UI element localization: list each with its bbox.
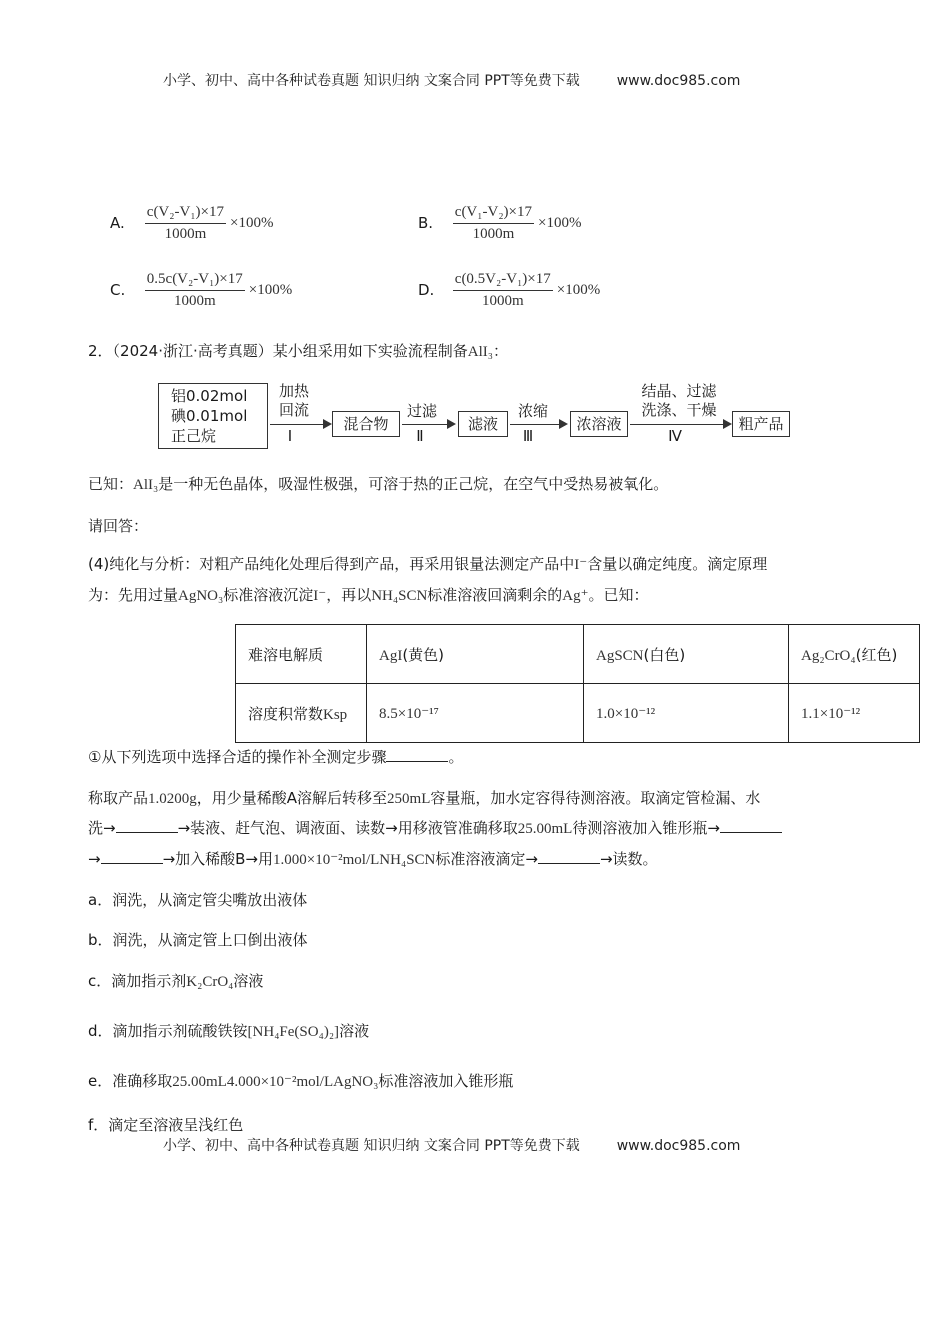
sub-question-1: ①从下列选项中选择合适的操作补全测定步骤 。: [88, 748, 464, 766]
flow-step1-label: 加热 回流: [278, 382, 309, 419]
table-header-cell: Ag₂CrO₄(红色): [789, 625, 920, 684]
footer-url[interactable]: www.doc985.com: [616, 1138, 741, 1154]
option-d-fraction: $\frac{\text{c(0.5V₂-V₁)×17}}{1000m}$: [454, 271, 551, 309]
please-answer: 请回答：: [88, 517, 149, 535]
table-row: [236, 684, 920, 743]
flow-arrow-1: [270, 424, 330, 425]
option-a[interactable]: A. $\frac{\text{c(V₂-V₁)×17}}{1000m}$ ×100%: [110, 204, 274, 242]
flow-step3-roman: Ⅲ: [522, 429, 534, 445]
option-a-fraction: $\frac{\text{c(V₂-V₁)×17}}{1000m}$: [146, 204, 225, 242]
choice-e[interactable]: e．准确移取25.00mL4.000×10⁻²mol/LAgNO₃标准溶液加入锥形瓶: [88, 1072, 514, 1090]
flow-step4-label: 结晶、过滤 洗涤、干燥: [641, 382, 717, 419]
answer-blank[interactable]: [720, 818, 782, 833]
table-header-cell: AgI(黄色): [367, 625, 584, 684]
option-d[interactable]: D. $\frac{\text{c(0.5V₂-V₁)×17}}{1000m}$ ×100%: [418, 271, 601, 309]
table-row: [236, 625, 920, 684]
choice-a[interactable]: a．润洗，从滴定管尖嘴放出液体: [88, 891, 308, 909]
option-b[interactable]: B. $\frac{\text{c(V₁-V₂)×17}}{1000m}$ ×100%: [418, 204, 582, 242]
option-b-fraction: $\frac{\text{c(V₁-V₂)×17}}{1000m}$: [454, 204, 533, 242]
choice-c[interactable]: c．滴加指示剂K₂CrO₄溶液: [88, 972, 264, 990]
flow-step4-roman: Ⅳ: [668, 429, 682, 445]
table-header-cell: 难溶电解质: [236, 625, 367, 684]
q4-line-2: 为：先用过量AgNO₃标准溶液沉淀I⁻，再以NH₄SCN标准溶液回滴剩余的Ag⁺。已知：: [88, 586, 649, 604]
procedure-line-2: 洗→ →装液、赶气泡、调液面、读数→用移液管准确移取25.00mL待测溶液加入锥形瓶→: [88, 817, 782, 838]
table-cell: 1.1×10⁻¹²: [789, 684, 920, 743]
table-cell: 8.5×10⁻¹⁷: [367, 684, 584, 743]
question-2-stem: 2．（2024·浙江·高考真题）某小组采用如下实验流程制备AlI₃：: [88, 342, 509, 360]
procedure-line-1: 称取产品1.0200g，用少量稀酸A溶解后转移至250mL容量瓶，加水定容得待测溶液。取滴定管检漏、水: [88, 789, 761, 807]
header-text: 小学、初中、高中各种试卷真题 知识归纳 文案合同 PPT等免费下载: [163, 73, 580, 89]
q4-line-1: (4)纯化与分析：对粗产品纯化处理后得到产品，再采用银量法测定产品中I⁻含量以确定纯度。滴定原理: [88, 555, 768, 573]
answer-blank[interactable]: [101, 849, 163, 864]
table-cell: 1.0×10⁻¹²: [584, 684, 789, 743]
answer-blank[interactable]: [386, 747, 448, 762]
flow-start-box: 铝0.02mol 碘0.01mol 正己烷: [158, 383, 268, 449]
flow-box-concentrate: 浓溶液: [570, 411, 628, 437]
known-statement: 已知：AlI₃是一种无色晶体，吸湿性极强，可溶于热的正己烷，在空气中受热易被氧化。: [88, 475, 669, 493]
choice-d[interactable]: d．滴加指示剂硫酸铁铵[NH₄Fe(SO₄)₂]溶液: [88, 1022, 370, 1040]
flow-arrow-2: [402, 424, 454, 425]
flow-step2-roman: Ⅱ: [416, 429, 424, 445]
choice-b[interactable]: b．润洗，从滴定管上口倒出液体: [88, 931, 308, 949]
answer-blank[interactable]: [538, 849, 600, 864]
choice-f[interactable]: f．滴定至溶液呈浅红色: [88, 1116, 244, 1134]
procedure-line-3: → →加入稀酸B→用1.000×10⁻²mol/LNH₄SCN标准溶液滴定→ →读数。: [88, 850, 658, 868]
flow-step3-label: 浓缩: [517, 402, 548, 420]
option-c-fraction: $\frac{\text{0.5c(V₂-V₁)×17}}{1000m}$: [146, 271, 243, 309]
flow-step1-roman: Ⅰ: [287, 429, 293, 445]
flow-step2-label: 过滤: [406, 402, 437, 420]
footer-text: 小学、初中、高中各种试卷真题 知识归纳 文案合同 PPT等免费下载: [163, 1138, 580, 1154]
flow-box-crude-product: 粗产品: [732, 411, 790, 437]
option-c[interactable]: C. $\frac{\text{0.5c(V₂-V₁)×17}}{1000m}$ ×100%: [110, 271, 293, 309]
table-row-label: 溶度积常数Ksp: [236, 684, 367, 743]
flow-box-filtrate: 滤液: [458, 411, 508, 437]
table-header-cell: AgSCN(白色): [584, 625, 789, 684]
flow-arrow-3: [510, 424, 566, 425]
flow-arrow-4: [630, 424, 730, 425]
page-header: [163, 70, 740, 90]
header-url[interactable]: www.doc985.com: [616, 73, 741, 89]
answer-blank[interactable]: [116, 818, 178, 833]
flow-box-mixture: 混合物: [332, 411, 400, 437]
ksp-table: [235, 624, 920, 743]
page-footer: [163, 1135, 740, 1155]
